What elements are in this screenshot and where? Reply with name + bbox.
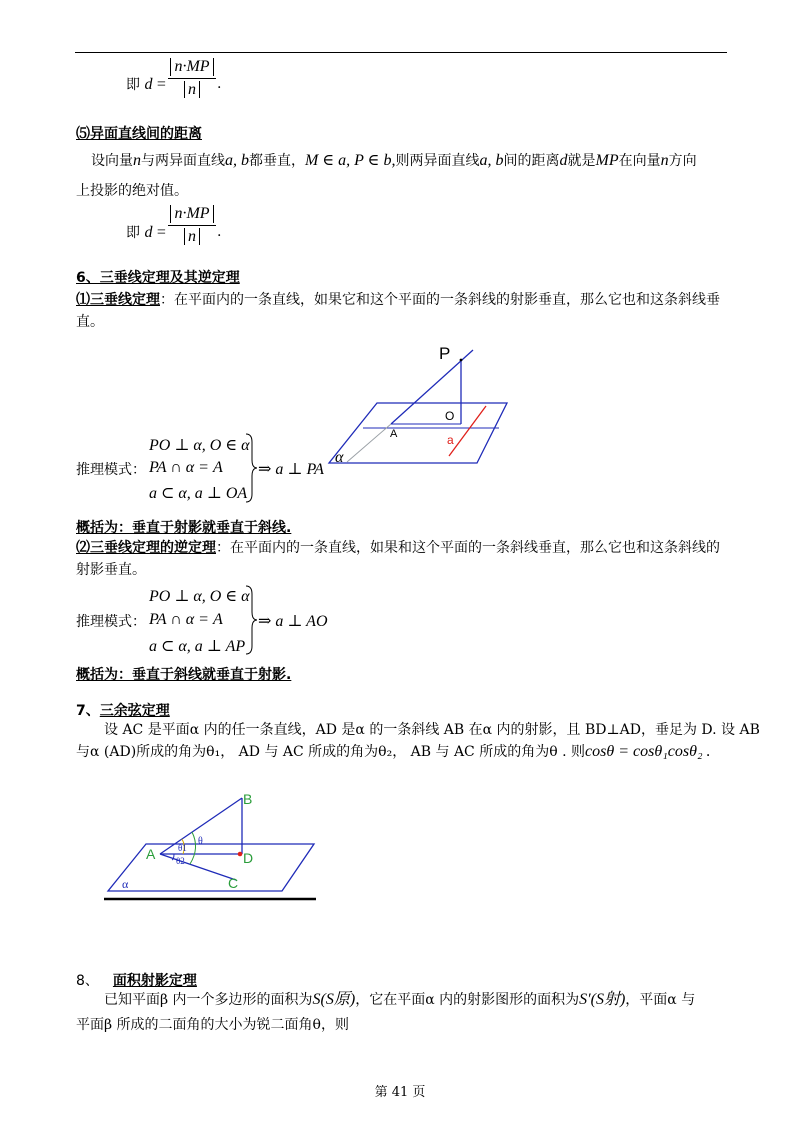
condition-2-1: PO ⊥ α, O ∈ α <box>149 588 250 605</box>
section6-sub1-line1: ⑴三垂线定理：在平面内的一条直线，如果它和这个平面的一条斜线的射影垂直，那么它也和这条斜线垂 <box>76 292 720 308</box>
label-theta1: θ1 <box>178 843 187 853</box>
label-theta2: θ2 <box>176 856 185 866</box>
summary-1: 概括为：垂直于射影就垂直于斜线. <box>76 520 292 536</box>
formula-numerator: n·MP <box>174 58 210 75</box>
page-number: 第 41 页 <box>374 1085 426 1100</box>
label-D: D <box>243 850 254 866</box>
condition-1-1: PO ⊥ α, O ∈ α <box>149 437 250 454</box>
section8-line2: 平面β 所成的二面角的大小为锐二面角θ，则 <box>76 1017 349 1033</box>
section7-heading: 7、三余弦定理 <box>76 703 170 719</box>
section6-sub2-line1: ⑵三垂线定理的逆定理：在平面内的一条直线，如果和这个平面的一条斜线垂直，那么它也和这条斜线的 <box>76 540 720 556</box>
formula-lhs: d <box>144 76 153 93</box>
section5-paragraph-line1: 设向量n与两异面直线a, b都垂直，M ∈ a, P ∈ b,则两异面直线a, b间的距离d就是MP在向量n方向 <box>91 152 697 169</box>
formula-denominator: n <box>184 81 200 98</box>
section7-line1: 设 AC 是平面α 内的任一条直线，AD 是α 的一条斜线 AB 在α 内的射影，且 BD⊥AD，垂足为 D. 设 AB <box>104 722 760 738</box>
formula-2-fraction: n·MP n <box>168 205 216 246</box>
reasoning-label-1: 推理模式： <box>76 462 146 478</box>
brace-2 <box>244 584 258 656</box>
sub2-title: ⑵三垂线定理的逆定理 <box>76 540 216 556</box>
formula-1-fraction <box>168 58 216 99</box>
summary-2: 概括为：垂直于斜线就垂直于射影. <box>76 667 292 683</box>
label-alpha2: α <box>122 877 129 891</box>
section5-heading: ⑸异面直线间的距离 <box>76 126 202 142</box>
label-a: a <box>447 433 454 447</box>
condition-1-2: PA ∩ α = A <box>149 459 223 476</box>
section6-sub1-line2: 直。 <box>76 314 104 330</box>
condition-1-3: a ⊂ α, a ⊥ OA <box>149 485 248 502</box>
reasoning-label-2: 推理模式： <box>76 614 146 630</box>
label-B: B <box>243 791 253 807</box>
section6-heading: 6、三垂线定理及其逆定理 <box>76 270 240 286</box>
section8-heading: 8、 面积射影定理 <box>76 973 197 989</box>
label-alpha: α <box>335 449 344 466</box>
condition-2-3: a ⊂ α, a ⊥ AP <box>149 638 246 655</box>
conclusion-1: ⇒ a ⊥ PA <box>258 461 324 478</box>
sub1-title: ⑴三垂线定理 <box>76 292 160 308</box>
label-P: P <box>439 344 451 363</box>
section5-paragraph-line2: 上投影的绝对值。 <box>76 183 188 199</box>
label-theta: θ <box>198 836 203 847</box>
label-C: C <box>228 875 239 891</box>
section8-line1: 已知平面β 内一个多边形的面积为S(S原)，它在平面α 内的射影图形的面积为S′(S射)，平面α 与 <box>104 991 696 1008</box>
distance-formula-2: 即 d = <box>126 224 166 241</box>
distance-formula-1: 即 d = <box>126 76 166 93</box>
three-perpendiculars-figure <box>325 340 525 470</box>
brace-1 <box>244 432 258 504</box>
condition-2-2: PA ∩ α = A <box>149 611 223 628</box>
header-rule <box>75 52 727 53</box>
conclusion-2: ⇒ a ⊥ AO <box>258 613 328 630</box>
label-A2: A <box>146 846 156 862</box>
label-O: O <box>445 409 455 423</box>
label-A: A <box>390 428 398 440</box>
three-cosine-figure <box>100 788 320 904</box>
section7-line2: 与α (AD)所成的角为θ₁， AD 与 AC 所成的角为θ₂， AB 与 AC 所成的角为θ . 则cosθ = cosθ₁cosθ₂ . <box>76 743 711 760</box>
section6-sub2-line2: 射影垂直。 <box>76 562 146 578</box>
formula-prefix: 即 <box>126 77 140 93</box>
